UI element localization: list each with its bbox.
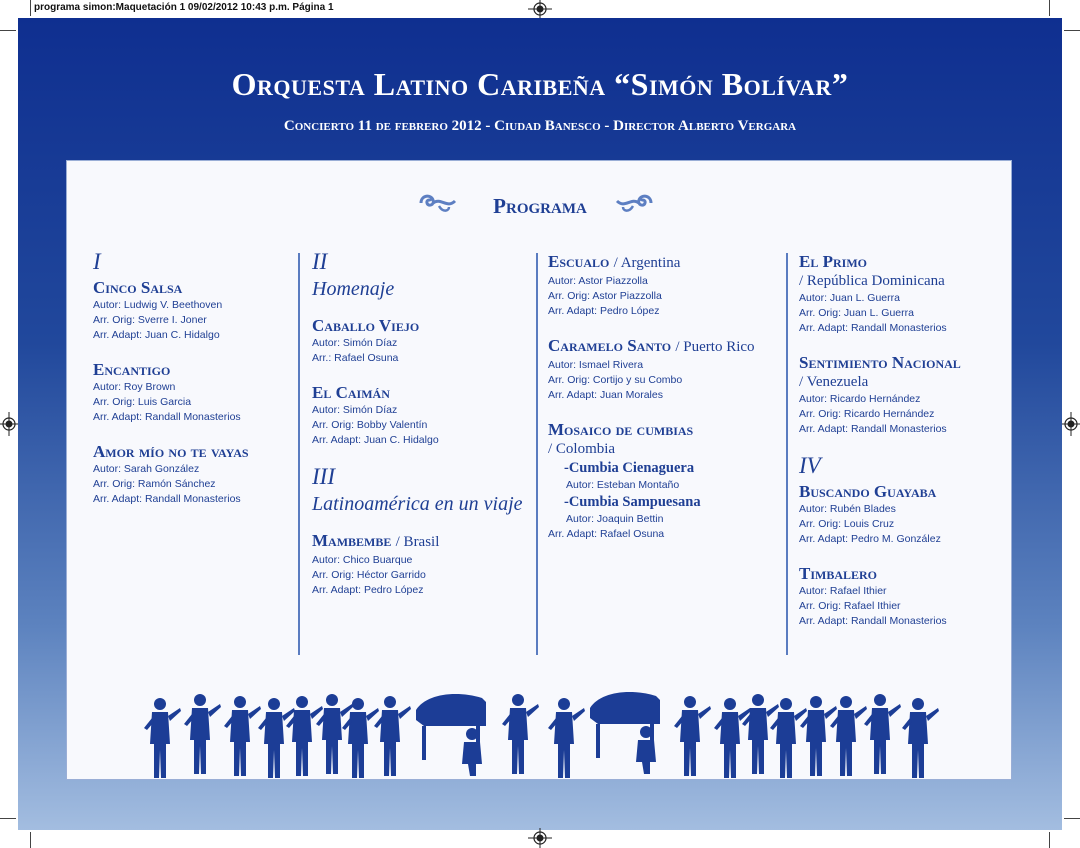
piece-credit: Arr. Adapt: Juan C. Hidalgo — [312, 434, 439, 446]
program-column-2 — [312, 249, 523, 614]
piece-credit: Autor: Ricardo Hernández — [799, 393, 921, 405]
piece-title: Amor mío no te vayas — [93, 442, 249, 461]
crop-mark — [1064, 30, 1080, 31]
piece-credit: Arr.: Rafael Osuna — [312, 352, 399, 364]
piece — [799, 563, 961, 629]
piece-credit: Autor: Simón Díaz — [312, 337, 398, 349]
piece-title: Timbalero — [799, 564, 878, 583]
registration-mark-icon — [528, 0, 552, 18]
piece-credit: Arr. Adapt: Randall Monasterios — [799, 322, 947, 334]
piece-credit: Arr. Orig: Ramón Sánchez — [93, 478, 216, 490]
piece — [93, 277, 249, 343]
piece-credit: Arr. Adapt: Rafael Osuna — [548, 528, 665, 540]
piece-credit: Autor: Juan L. Guerra — [799, 292, 900, 304]
piece-credit: Autor: Joaquin Bettin — [566, 513, 664, 525]
piece-credit: Arr. Adapt: Juan Morales — [548, 389, 663, 401]
piece-title: Cinco Salsa — [93, 278, 183, 297]
piece-location: / República Dominicana — [799, 273, 945, 289]
piece-location: / Brasil — [395, 534, 440, 550]
piece-credit: Arr. Orig: Louis Cruz — [799, 518, 895, 530]
sub-piece-title: -Cumbia Sampuesana — [564, 494, 701, 510]
crop-mark — [1049, 0, 1050, 16]
piece — [93, 441, 249, 507]
piece-credit: Arr. Adapt: Randall Monasterios — [799, 423, 947, 435]
column-divider — [536, 253, 538, 655]
piece-credit: Arr. Adapt: Pedro López — [312, 584, 424, 596]
column-divider — [786, 253, 788, 655]
column-divider — [298, 253, 300, 655]
piece-credit: Autor: Astor Piazzolla — [548, 275, 648, 287]
piece-credit: Arr. Adapt: Pedro M. González — [799, 533, 941, 545]
piece-credit: Autor: Ludwig V. Beethoven — [93, 299, 223, 311]
registration-mark-icon — [528, 828, 552, 848]
piece-credit: Arr. Adapt: Randall Monasterios — [93, 411, 241, 423]
piece-credit: Arr. Orig: Ricardo Hernández — [799, 408, 935, 420]
piece-credit: Arr. Adapt: Juan C. Hidalgo — [93, 329, 220, 341]
piece-title: Sentimiento Nacional — [799, 353, 961, 372]
section-name: Latinoamérica en un viaje — [312, 493, 523, 515]
piece-title: Encantigo — [93, 360, 171, 379]
piece-title: El Caimán — [312, 383, 390, 402]
piece-location: / Argentina — [613, 255, 681, 271]
piece-credit: Arr. Adapt: Randall Monasterios — [93, 493, 241, 505]
section-numeral: III — [312, 464, 335, 489]
program-column-4 — [799, 251, 961, 645]
piece-credit: Autor: Esteban Montaño — [566, 479, 680, 491]
piece-location: / Colombia — [548, 441, 616, 457]
piece-location: / Puerto Rico — [675, 339, 755, 355]
piece-title — [548, 335, 755, 358]
piece — [312, 315, 523, 366]
piece — [548, 335, 755, 403]
scroll-ornament-icon — [615, 191, 653, 215]
piece — [312, 382, 523, 448]
piece-credit: Autor: Sarah González — [93, 463, 200, 475]
concert-subtitle: Concierto 11 de febrero 2012 - Ciudad Banesco - Director Alberto Vergara — [283, 118, 797, 134]
section-name: Homenaje — [312, 278, 395, 300]
crop-mark — [0, 30, 16, 31]
piece-credit: Autor: Chico Buarque — [312, 554, 413, 566]
piece — [312, 530, 523, 598]
piece — [548, 251, 755, 319]
piece-credit: Arr. Orig: Astor Piazzolla — [548, 290, 662, 302]
piece-credit: Arr. Orig: Bobby Valentín — [312, 419, 428, 431]
piece-credit: Arr. Adapt: Pedro López — [548, 305, 660, 317]
print-slug: programa simon:Maquetación 1 09/02/2012 10:43 p.m. Página 1 — [34, 2, 334, 13]
program-column-3 — [548, 251, 755, 558]
registration-mark-icon — [0, 412, 18, 436]
sub-piece-title: -Cumbia Cienaguera — [564, 460, 695, 476]
piece-credit: Autor: Rafael Ithier — [799, 585, 887, 597]
program-column-1 — [93, 249, 249, 523]
piece-title: El Primo — [799, 252, 867, 271]
piece-location: / Venezuela — [799, 374, 869, 390]
piece-title: Caballo Viejo — [312, 316, 420, 335]
crop-mark — [0, 818, 16, 819]
piece-credit: Arr. Orig: Cortijo y su Combo — [548, 374, 683, 386]
piece-title — [548, 251, 755, 274]
piece-title: Buscando Guayaba — [799, 482, 937, 501]
program-panel — [66, 160, 1012, 780]
piece — [93, 359, 249, 425]
piece-title-text: Caramelo Santo — [548, 336, 672, 355]
concert-title: Orquesta Latino Caribeña “Simón Bolívar” — [231, 66, 849, 102]
piece-credit: Autor: Ismael Rivera — [548, 359, 644, 371]
piece-credit: Arr. Adapt: Randall Monasterios — [799, 615, 947, 627]
piece — [799, 352, 961, 437]
crop-mark — [30, 0, 31, 16]
program-heading: Programa — [493, 194, 587, 218]
crop-mark — [1064, 818, 1080, 819]
piece-credit: Autor: Simón Díaz — [312, 404, 398, 416]
piece-title-text: Mambembe — [312, 531, 392, 550]
musician-silhouettes — [120, 688, 960, 778]
piece-title — [312, 530, 523, 553]
registration-mark-icon — [1062, 412, 1080, 436]
piece — [799, 251, 961, 336]
piece — [548, 419, 755, 542]
crop-mark — [1049, 832, 1050, 848]
section-numeral: II — [312, 249, 328, 274]
piece-credit: Arr. Orig: Juan L. Guerra — [799, 307, 914, 319]
piece-credit: Arr. Orig: Luis Garcia — [93, 396, 192, 408]
piece-credit: Arr. Orig: Héctor Garrido — [312, 569, 426, 581]
piece-credit: Autor: Rubén Blades — [799, 503, 896, 515]
crop-mark — [30, 832, 31, 848]
section-numeral: IV — [799, 453, 821, 478]
piece-credit: Arr. Orig: Rafael Ithier — [799, 600, 901, 612]
piece — [799, 481, 961, 547]
section-numeral: I — [93, 249, 101, 274]
piece-credit: Autor: Roy Brown — [93, 381, 176, 393]
piece-credit: Arr. Orig: Sverre I. Joner — [93, 314, 207, 326]
piece-title-text: Escualo — [548, 252, 610, 271]
piece-title: Mosaico de cumbias — [548, 420, 694, 439]
